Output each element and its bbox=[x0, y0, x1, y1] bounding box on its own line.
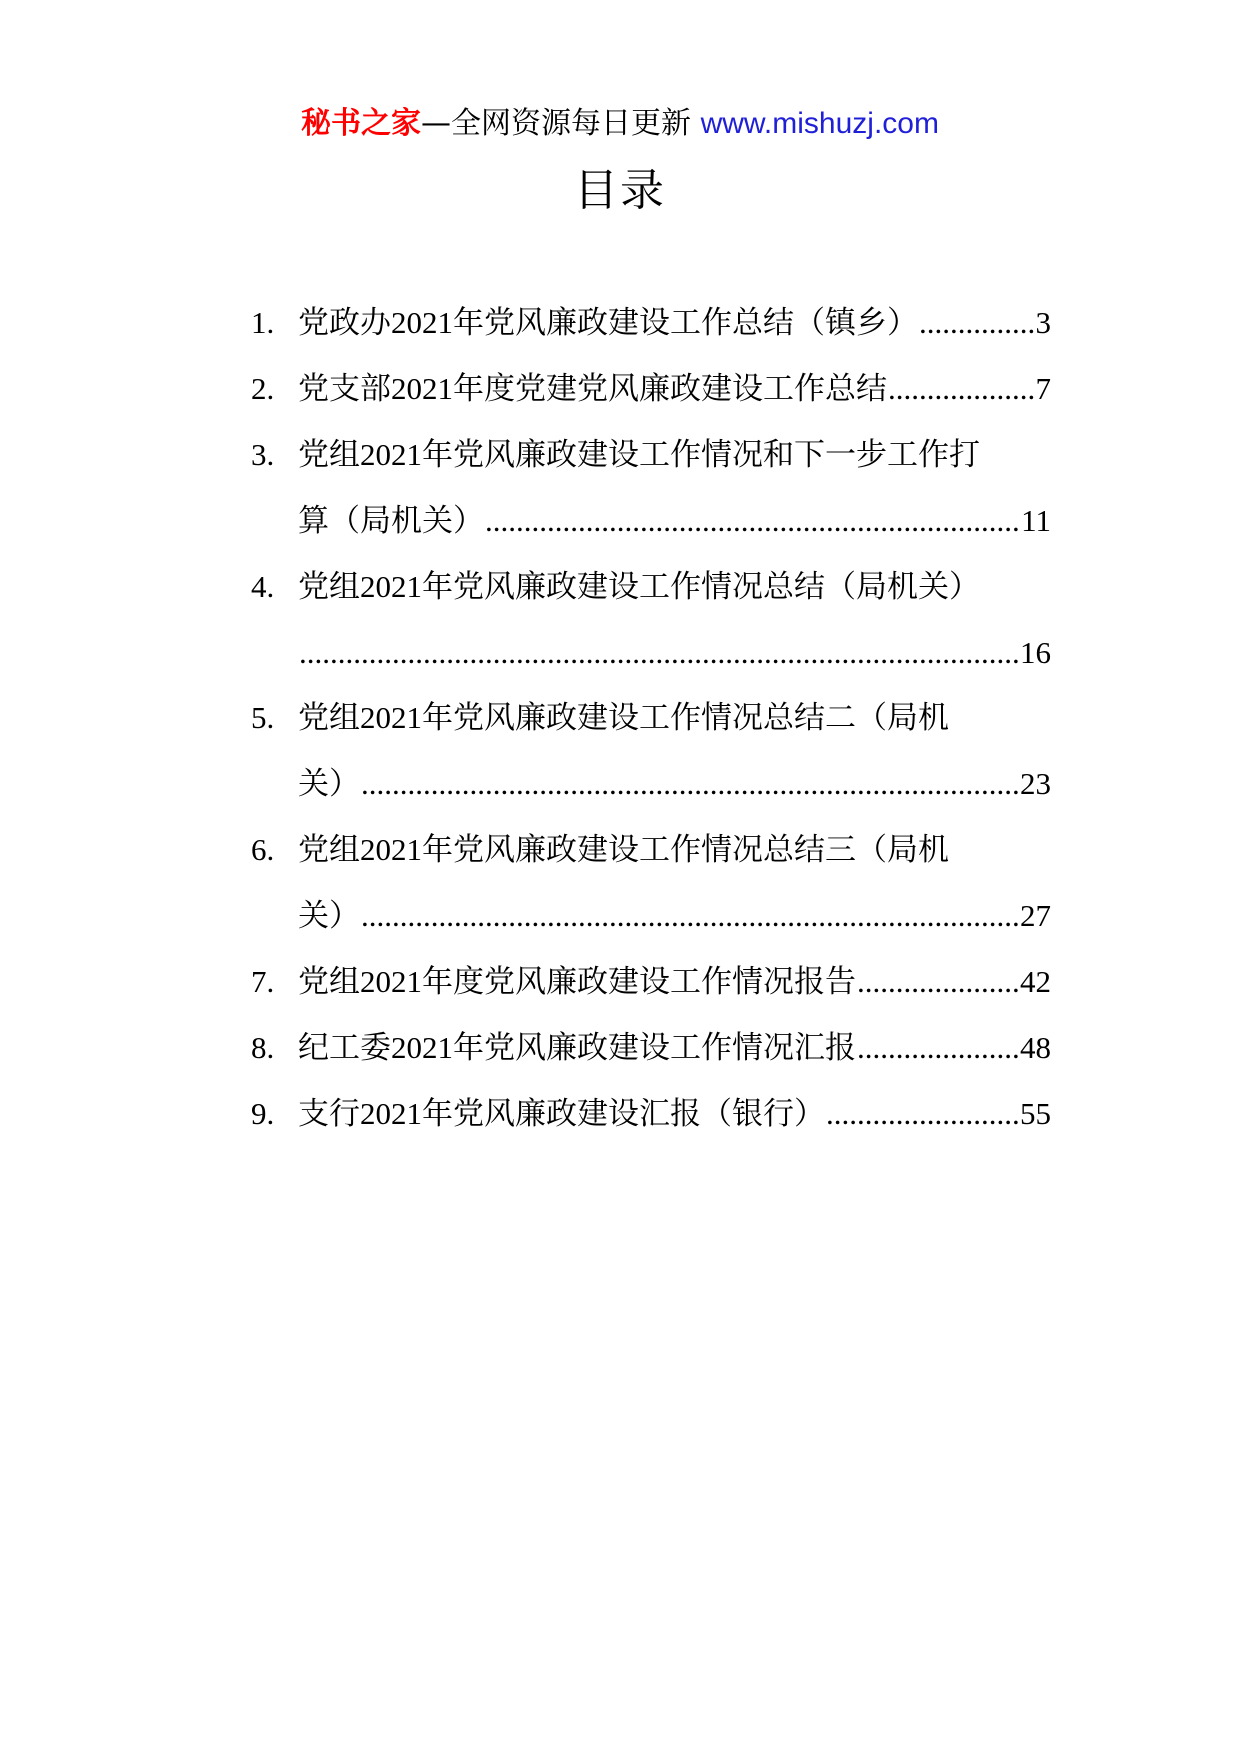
entry-title bbox=[298, 685, 949, 751]
entry-year: 2021 bbox=[360, 569, 422, 604]
entry-title-suffix: 年党风廉政建设工作情况总结（局机关） bbox=[422, 569, 980, 605]
toc-entry-2[interactable] bbox=[251, 356, 1051, 422]
dot-leader bbox=[857, 949, 1019, 1014]
entry-line bbox=[298, 1015, 1051, 1081]
entry-number: 9. bbox=[251, 1096, 275, 1131]
entry-number: 4. bbox=[251, 569, 275, 604]
entry-number: 2. bbox=[251, 371, 275, 406]
entry-title-suffix: 年度党风廉政建设工作情况报告 bbox=[422, 964, 856, 1000]
entry-title-prefix: 党组 bbox=[298, 569, 360, 605]
dot-leader bbox=[826, 1081, 1019, 1146]
entry-title bbox=[298, 1015, 856, 1081]
entry-title-continued: 算（局机关） bbox=[298, 503, 484, 539]
entry-title-suffix: 年党风廉政建设汇报（银行） bbox=[422, 1096, 825, 1132]
dot-leader bbox=[919, 290, 1035, 355]
entry-title-prefix: 党组 bbox=[298, 437, 360, 473]
entry-line bbox=[298, 1081, 1051, 1147]
entry-year: 2021 bbox=[360, 832, 422, 867]
entry-title bbox=[298, 1081, 825, 1147]
toc-entry-9[interactable] bbox=[251, 1081, 1051, 1147]
entry-number: 1. bbox=[251, 305, 275, 340]
entry-title-suffix: 年度党建党风廉政建设工作总结 bbox=[453, 371, 887, 407]
entry-line-continued bbox=[298, 751, 1051, 817]
entry-line bbox=[298, 422, 1051, 488]
dot-leader bbox=[361, 883, 1019, 948]
entry-title-prefix: 党政办 bbox=[298, 305, 391, 341]
entry-title-suffix: 年党风廉政建设工作情况和下一步工作打 bbox=[422, 437, 980, 473]
site-header bbox=[0, 104, 1240, 144]
entry-title bbox=[298, 356, 887, 422]
entry-title-suffix: 年党风廉政建设工作情况总结三（局机 bbox=[422, 832, 949, 868]
entry-year: 2021 bbox=[360, 437, 422, 472]
toc-entry-1[interactable] bbox=[251, 290, 1051, 356]
toc-entry-4[interactable] bbox=[251, 554, 1051, 685]
entry-number: 3. bbox=[251, 437, 275, 472]
entry-line bbox=[298, 554, 1051, 620]
entry-title-prefix: 党支部 bbox=[298, 371, 391, 407]
entry-number: 7. bbox=[251, 964, 275, 999]
dot-leader bbox=[485, 488, 1020, 553]
entry-year: 2021 bbox=[391, 371, 453, 406]
entry-title-prefix: 支行 bbox=[298, 1096, 360, 1132]
entry-year: 2021 bbox=[360, 1096, 422, 1131]
table-of-contents bbox=[251, 290, 1051, 1147]
brand-name: 秘书之家 bbox=[301, 106, 422, 141]
entry-page-number: 27 bbox=[1020, 898, 1051, 933]
toc-entry-3[interactable] bbox=[251, 422, 1051, 554]
dot-leader bbox=[299, 620, 1019, 685]
entry-page-number: 48 bbox=[1020, 1030, 1051, 1065]
entry-title-prefix: 党组 bbox=[298, 700, 360, 736]
entry-title-prefix: 党组 bbox=[298, 964, 360, 1000]
entry-year: 2021 bbox=[360, 700, 422, 735]
entry-line-continued bbox=[298, 883, 1051, 949]
site-url-link[interactable]: www.mishuzj.com bbox=[700, 107, 939, 140]
entry-title bbox=[298, 290, 918, 356]
entry-number: 5. bbox=[251, 700, 275, 735]
toc-entry-8[interactable] bbox=[251, 1015, 1051, 1081]
entry-title-continued: 关） bbox=[298, 766, 360, 802]
entry-line bbox=[298, 356, 1051, 422]
entry-page-number: 55 bbox=[1020, 1096, 1051, 1131]
entry-line bbox=[298, 290, 1051, 356]
entry-line-continued bbox=[298, 620, 1051, 685]
entry-page-number: 3 bbox=[1035, 305, 1051, 340]
entry-page-number: 16 bbox=[1020, 635, 1051, 670]
entry-line bbox=[298, 817, 1051, 883]
entry-number: 6. bbox=[251, 832, 275, 867]
entry-title-prefix: 纪工委 bbox=[298, 1030, 391, 1066]
toc-entry-5[interactable] bbox=[251, 685, 1051, 817]
entry-year: 2021 bbox=[391, 1030, 453, 1065]
entry-page-number: 7 bbox=[1035, 371, 1051, 406]
entry-title-continued: 关） bbox=[298, 898, 360, 934]
entry-title-suffix: 年党风廉政建设工作情况汇报 bbox=[453, 1030, 856, 1066]
entry-title bbox=[298, 949, 856, 1015]
entry-page-number: 42 bbox=[1020, 964, 1051, 999]
entry-year: 2021 bbox=[360, 964, 422, 999]
dot-leader bbox=[857, 1015, 1019, 1080]
entry-page-number: 11 bbox=[1021, 503, 1051, 538]
entry-line bbox=[298, 949, 1051, 1015]
entry-line bbox=[298, 685, 1051, 751]
entry-number: 8. bbox=[251, 1030, 275, 1065]
entry-title bbox=[298, 554, 980, 620]
entry-line-continued bbox=[298, 488, 1051, 554]
dot-leader bbox=[888, 356, 1035, 421]
dot-leader bbox=[361, 751, 1019, 816]
toc-entry-6[interactable] bbox=[251, 817, 1051, 949]
entry-title-prefix: 党组 bbox=[298, 832, 360, 868]
toc-entry-7[interactable] bbox=[251, 949, 1051, 1015]
entry-title-suffix: 年党风廉政建设工作总结（镇乡） bbox=[453, 305, 918, 341]
header-slogan: —全网资源每日更新 bbox=[421, 106, 692, 141]
entry-title bbox=[298, 817, 949, 883]
entry-page-number: 23 bbox=[1020, 766, 1051, 801]
entry-title bbox=[298, 422, 980, 488]
toc-title: 目录 bbox=[574, 165, 666, 216]
entry-year: 2021 bbox=[391, 305, 453, 340]
entry-title-suffix: 年党风廉政建设工作情况总结二（局机 bbox=[422, 700, 949, 736]
